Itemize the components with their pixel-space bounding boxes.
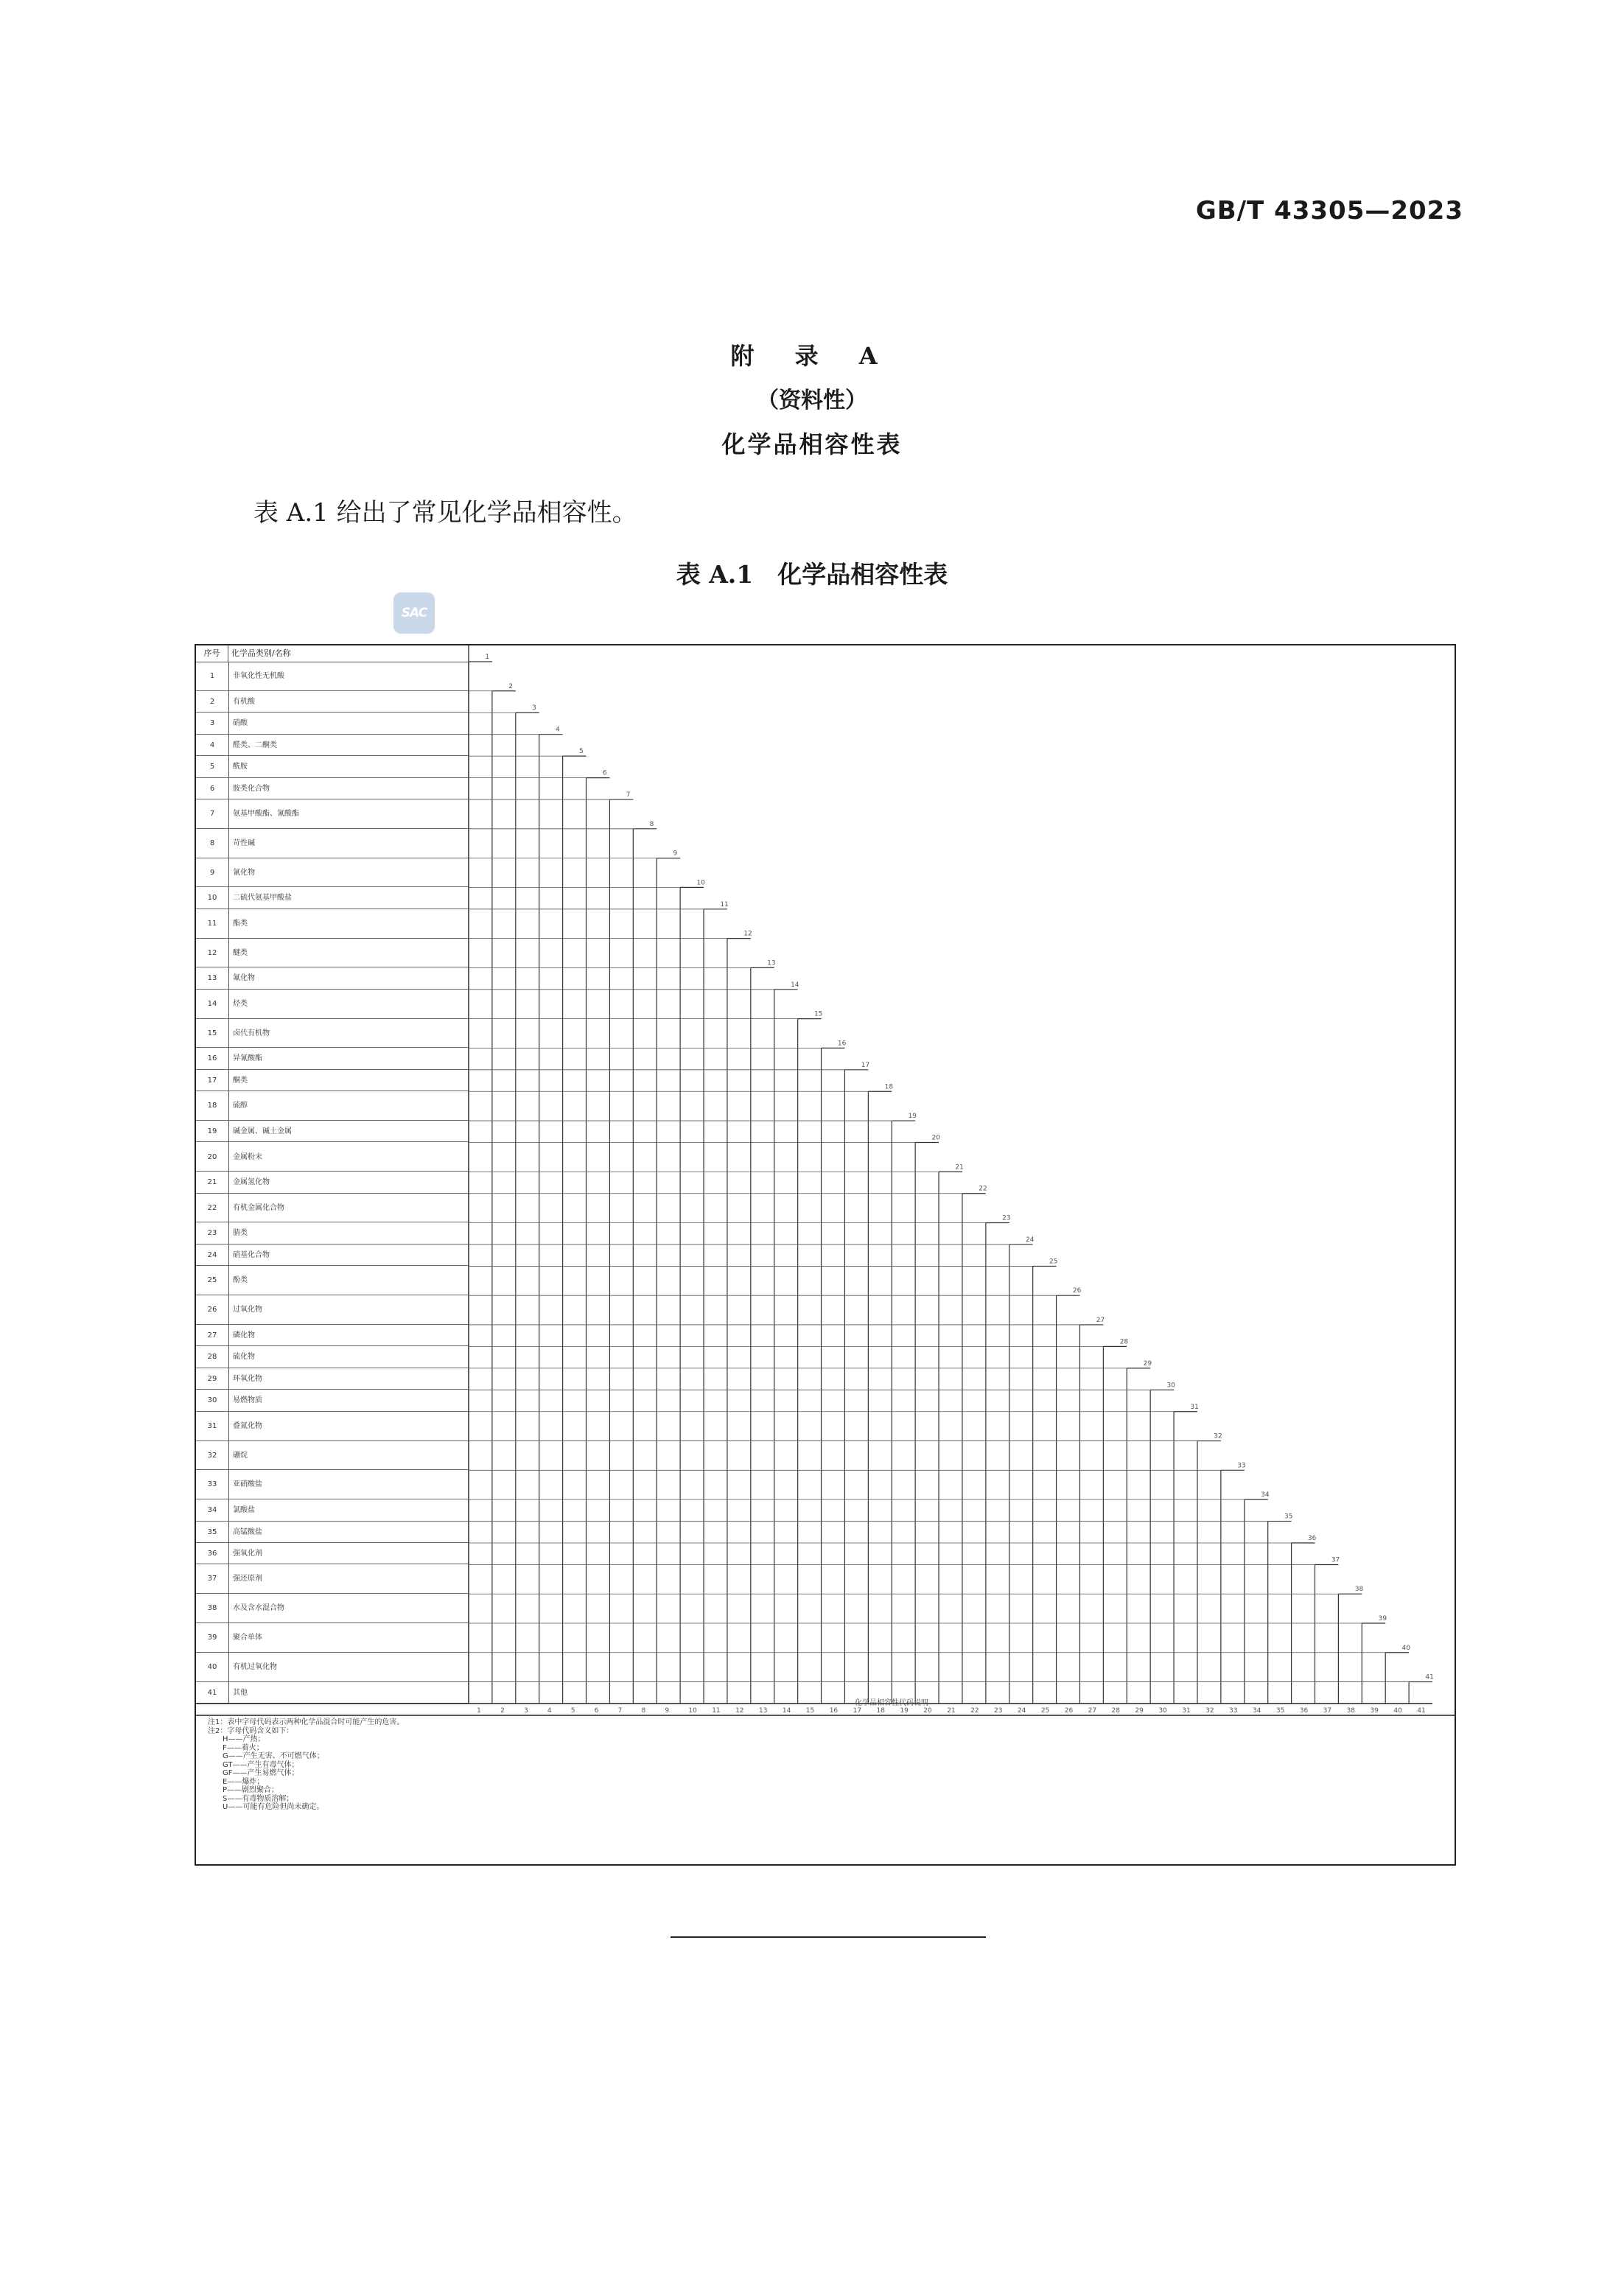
- row-number: 17: [207, 1076, 217, 1085]
- column-number: 28: [1119, 1338, 1129, 1346]
- row-name: 金属粉末: [233, 1152, 262, 1161]
- row-name: 胺类化合物: [233, 784, 270, 793]
- row-name: 苛性碱: [233, 839, 255, 847]
- row-number: 27: [207, 1331, 217, 1340]
- column-number: 13: [767, 959, 776, 967]
- axis-number: 21: [947, 1707, 956, 1715]
- note-line: G——产生无害、不可燃气体；: [223, 1752, 324, 1760]
- note-line: U——可能有危险但尚未确定。: [223, 1803, 324, 1811]
- row-number: 29: [207, 1374, 217, 1383]
- column-number: 2: [508, 682, 513, 690]
- axis-number: 19: [900, 1707, 909, 1715]
- column-number: 30: [1166, 1382, 1175, 1390]
- axis-number: 5: [570, 1707, 575, 1715]
- column-number: 39: [1378, 1615, 1387, 1623]
- note-line: H——产热；: [223, 1735, 265, 1743]
- row-number: 24: [207, 1250, 217, 1259]
- column-number: 9: [673, 850, 678, 858]
- column-number: 16: [837, 1040, 847, 1048]
- row-number: 33: [207, 1480, 217, 1489]
- row-name: 非氧化性无机酸: [233, 672, 284, 680]
- row-number: 6: [209, 784, 215, 793]
- row-number: 34: [207, 1506, 217, 1515]
- axis-number: 6: [594, 1707, 599, 1715]
- axis-number: 15: [805, 1707, 815, 1715]
- row-name: 强还原剂: [233, 1575, 262, 1583]
- row-name: 酚类: [233, 1276, 248, 1285]
- row-number: 12: [207, 948, 217, 957]
- row-name: 氨基甲酸酯、氰酸酯: [233, 810, 299, 819]
- row-name: 其他: [233, 1688, 248, 1697]
- note-line: 注2：字母代码含义如下：: [208, 1726, 294, 1735]
- row-number: 25: [207, 1276, 217, 1285]
- row-number: 35: [207, 1527, 217, 1536]
- row-number: 11: [207, 919, 217, 928]
- row-name: 烃类: [233, 999, 248, 1008]
- column-number: 41: [1425, 1673, 1434, 1681]
- column-number: 32: [1214, 1432, 1222, 1440]
- row-name: 过氧化物: [233, 1306, 262, 1314]
- column-number: 23: [1002, 1214, 1011, 1222]
- column-number: 14: [791, 981, 799, 989]
- table-notes: [208, 1718, 404, 1812]
- column-number: 21: [955, 1163, 964, 1172]
- axis-number: 20: [923, 1707, 932, 1715]
- axis-number: 12: [735, 1707, 744, 1715]
- column-number: 38: [1354, 1586, 1364, 1594]
- row-number: 14: [207, 999, 217, 1008]
- row-name: 酮类: [233, 1076, 248, 1085]
- column-number: 11: [720, 900, 729, 909]
- axis-number: 25: [1040, 1707, 1050, 1715]
- row-number: 31: [207, 1421, 217, 1430]
- column-number: 34: [1261, 1491, 1270, 1499]
- row-name: 叠氮化物: [233, 1421, 262, 1430]
- column-number: 15: [813, 1010, 823, 1018]
- axis-number: 41: [1417, 1707, 1426, 1715]
- standard-code: GB/T 43305—2023: [1195, 196, 1463, 225]
- axis-number: 27: [1088, 1707, 1097, 1715]
- axis-number: 4: [547, 1707, 552, 1715]
- axis-number: 24: [1017, 1707, 1026, 1715]
- column-number: 24: [1026, 1236, 1035, 1244]
- axis-number: 26: [1064, 1707, 1074, 1715]
- column-number: 33: [1237, 1462, 1246, 1470]
- note-line: E——爆炸；: [223, 1777, 265, 1786]
- row-number: 4: [209, 741, 215, 749]
- row-name: 醛类、二酮类: [233, 741, 277, 749]
- row-name: 有机过氧化物: [233, 1662, 277, 1671]
- row-number: 36: [207, 1550, 217, 1558]
- note-line: 注1：表中字母代码表示两种化学品混合时可能产生的危害。: [208, 1718, 405, 1726]
- row-name: 亚硝酸盐: [233, 1480, 262, 1489]
- row-number: 28: [207, 1353, 217, 1362]
- row-name: 酯类: [233, 919, 248, 928]
- row-number: 5: [209, 763, 215, 771]
- column-number: 31: [1190, 1403, 1199, 1411]
- row-number: 16: [207, 1054, 217, 1063]
- row-number: 19: [207, 1127, 217, 1136]
- row-name: 聚合单体: [233, 1634, 262, 1642]
- column-number: 25: [1049, 1258, 1058, 1266]
- legend-note: 化学品相容性代码说明: [855, 1699, 928, 1707]
- row-name: 金属氢化物: [233, 1178, 270, 1187]
- axis-number: 10: [688, 1707, 697, 1715]
- column-number: 27: [1096, 1316, 1105, 1324]
- row-number: 18: [207, 1102, 217, 1110]
- row-number: 32: [207, 1451, 217, 1460]
- axis-number: 30: [1158, 1707, 1167, 1715]
- row-name: 硝酸: [233, 719, 248, 728]
- row-name: 硫化物: [233, 1353, 255, 1362]
- row-number: 38: [207, 1604, 217, 1613]
- column-number: 18: [884, 1083, 894, 1091]
- axis-number: 11: [712, 1707, 721, 1715]
- end-rule: [671, 1936, 986, 1938]
- axis-number: 1: [477, 1707, 481, 1715]
- axis-number: 2: [500, 1707, 505, 1715]
- axis-number: 13: [758, 1707, 768, 1715]
- row-name: 硼烷: [233, 1451, 248, 1460]
- column-number: 26: [1072, 1287, 1082, 1295]
- row-name: 高锰酸盐: [233, 1527, 262, 1536]
- sac-watermark: SAC: [393, 592, 435, 634]
- row-number: 9: [209, 868, 215, 877]
- row-name: 氰化物: [233, 868, 255, 877]
- column-number: 8: [649, 820, 654, 828]
- column-number: 6: [602, 769, 607, 777]
- row-name: 环氧化物: [233, 1374, 262, 1383]
- row-number: 1: [209, 672, 215, 680]
- row-number: 41: [207, 1688, 217, 1697]
- row-name: 异氰酸酯: [233, 1054, 262, 1063]
- axis-number: 37: [1323, 1707, 1332, 1715]
- column-number: 37: [1331, 1556, 1340, 1564]
- row-name: 碱金属、碱土金属: [233, 1127, 292, 1136]
- column-number: 1: [485, 654, 490, 661]
- row-number: 37: [207, 1575, 217, 1583]
- row-number: 20: [207, 1152, 217, 1161]
- row-name: 氯酸盐: [233, 1506, 255, 1515]
- axis-number: 33: [1229, 1707, 1238, 1715]
- table-caption: 表 A.1 化学品相容性表: [676, 560, 948, 589]
- row-name: 醚类: [233, 948, 248, 957]
- row-number: 2: [209, 697, 215, 706]
- column-number: 5: [578, 748, 584, 756]
- column-number: 36: [1307, 1535, 1317, 1543]
- axis-number: 29: [1135, 1707, 1144, 1715]
- row-name: 腈类: [233, 1229, 248, 1238]
- row-number: 13: [207, 974, 217, 983]
- row-name: 二硫代氨基甲酸盐: [233, 894, 292, 903]
- column-number: 19: [908, 1113, 917, 1121]
- axis-number: 23: [994, 1707, 1003, 1715]
- column-number: 35: [1284, 1513, 1293, 1521]
- column-number: 4: [556, 726, 560, 734]
- appendix-title: 附 录 A: [730, 342, 894, 370]
- row-name: 卤代有机物: [233, 1029, 270, 1037]
- axis-number: 38: [1346, 1707, 1356, 1715]
- column-number: 10: [696, 879, 705, 887]
- note-line: GF——产生易燃气体；: [223, 1769, 299, 1777]
- column-number: 3: [532, 704, 536, 713]
- column-number: 40: [1401, 1644, 1410, 1652]
- row-number: 26: [207, 1306, 217, 1314]
- column-number: 22: [979, 1185, 987, 1193]
- row-number: 39: [207, 1634, 217, 1642]
- axis-number: 40: [1393, 1707, 1402, 1715]
- row-number: 15: [207, 1029, 217, 1037]
- axis-number: 36: [1299, 1707, 1309, 1715]
- column-number: 20: [931, 1134, 940, 1142]
- row-name: 硝基化合物: [233, 1250, 270, 1259]
- note-line: GT——产生有毒气体；: [223, 1760, 299, 1769]
- column-number: 7: [626, 791, 631, 799]
- row-number: 30: [207, 1396, 217, 1405]
- row-name: 氟化物: [233, 974, 255, 983]
- row-name: 易燃物质: [233, 1396, 262, 1405]
- row-number: 23: [207, 1229, 217, 1238]
- axis-number: 31: [1182, 1707, 1191, 1715]
- row-name: 磷化物: [233, 1331, 255, 1340]
- axis-number: 8: [641, 1707, 646, 1715]
- column-number: 29: [1143, 1359, 1152, 1368]
- row-number: 8: [209, 839, 215, 847]
- note-line: S——有毒物质溶解；: [223, 1794, 294, 1803]
- row-name: 强氧化剂: [233, 1550, 262, 1558]
- axis-number: 16: [829, 1707, 839, 1715]
- axis-number: 28: [1111, 1707, 1120, 1715]
- axis-number: 3: [523, 1707, 528, 1715]
- appendix-type: （资料性）: [757, 388, 867, 413]
- axis-number: 34: [1252, 1707, 1261, 1715]
- axis-number: 18: [876, 1707, 885, 1715]
- axis-number: 39: [1370, 1707, 1379, 1715]
- appendix-name: 化学品相容性表: [721, 430, 903, 458]
- axis-number: 22: [970, 1707, 979, 1715]
- axis-number: 7: [617, 1707, 623, 1715]
- axis-number: 14: [782, 1707, 791, 1715]
- column-number: 17: [861, 1061, 870, 1069]
- row-number: 40: [207, 1662, 217, 1671]
- header-number: 序号: [196, 645, 228, 662]
- row-number: 3: [209, 719, 215, 728]
- row-number: 21: [207, 1178, 217, 1187]
- axis-number: 9: [665, 1707, 670, 1715]
- row-name: 硫醇: [233, 1102, 248, 1110]
- row-name: 水及含水混合物: [233, 1604, 284, 1613]
- note-line: F——着火；: [223, 1743, 264, 1752]
- row-name: 酰胺: [233, 763, 248, 771]
- intro-paragraph: 表 A.1 给出了常见化学品相容性。: [253, 498, 637, 528]
- row-number: 7: [209, 810, 215, 819]
- axis-number: 17: [853, 1707, 862, 1715]
- row-number: 22: [207, 1203, 217, 1212]
- axis-number: 32: [1205, 1707, 1214, 1715]
- axis-number: 35: [1275, 1707, 1285, 1715]
- note-line: P——剧烈聚合；: [223, 1786, 279, 1794]
- header-name: 化学品类别/名称: [231, 648, 291, 658]
- row-number: 10: [207, 894, 217, 903]
- row-name: 有机酸: [233, 697, 255, 706]
- row-name: 有机金属化合物: [233, 1203, 284, 1212]
- column-number: 12: [743, 930, 752, 938]
